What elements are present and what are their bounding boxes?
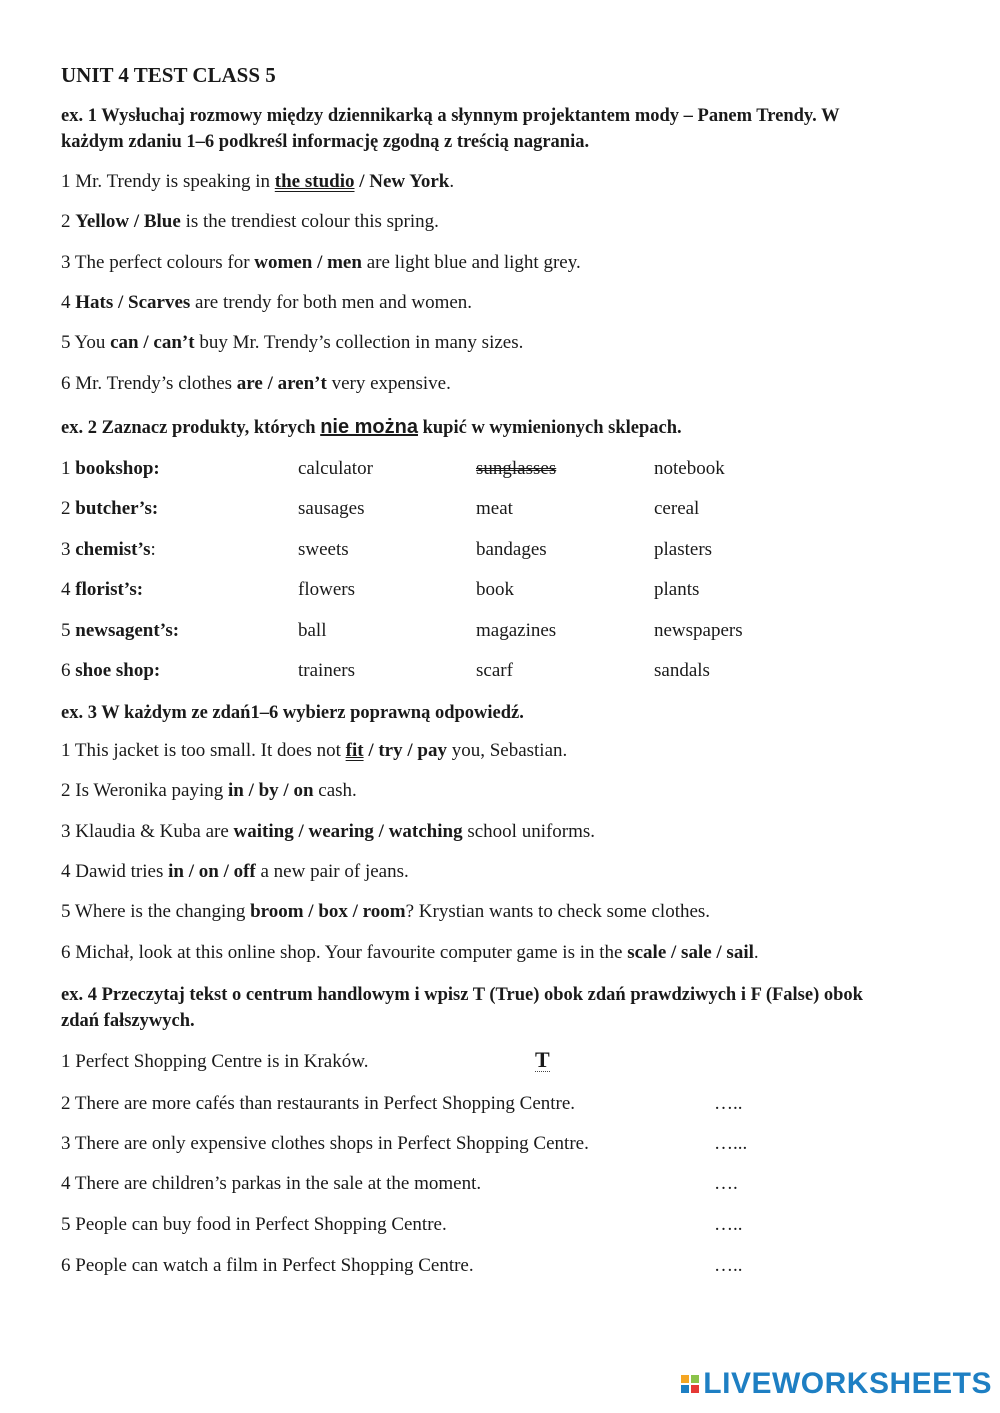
product-option[interactable]: bandages <box>476 539 547 560</box>
answer-field[interactable]: ….. <box>714 1255 743 1276</box>
choice-options[interactable]: / try / pay <box>363 740 447 761</box>
ex4-item-5: 5 People can buy food in Perfect Shopping Centre. <box>61 1214 447 1235</box>
liveworksheets-logo[interactable] <box>681 1367 992 1401</box>
logo-text: LIVEWORKSHEETS <box>703 1367 992 1400</box>
product-option[interactable]: sausages <box>298 498 365 519</box>
ex4-item-3: 3 There are only expensive clothes shops in Perfect Shopping Centre. <box>61 1133 589 1154</box>
choice-option[interactable]: the studio <box>274 171 355 192</box>
choice-option[interactable]: Hats <box>75 292 114 313</box>
product-option[interactable]: plants <box>654 579 700 600</box>
shop-name: chemist’s <box>75 539 151 560</box>
choice-option[interactable]: aren’t <box>277 373 327 394</box>
choice-options[interactable]: waiting / wearing / watching <box>233 821 463 842</box>
product-option[interactable]: newspapers <box>654 620 743 641</box>
choice-options[interactable]: scale / sale / sail <box>627 942 754 963</box>
product-option[interactable]: sandals <box>654 660 710 681</box>
product-option[interactable]: calculator <box>298 458 373 479</box>
choice-option[interactable]: Yellow <box>75 211 130 232</box>
page-title: UNIT 4 TEST CLASS 5 <box>61 63 276 87</box>
choice-option[interactable]: New York <box>369 171 450 192</box>
ex1-item-4: 4 Hats / Scarves are trendy for both men and women. <box>61 292 473 313</box>
ex4-item-1: 1 Perfect Shopping Centre is in Kraków. <box>61 1051 369 1072</box>
choice-options[interactable]: broom / box / room <box>250 901 406 922</box>
ex3-item-2: 2 Is Weronika paying in / by / on cash. <box>61 780 357 801</box>
answer-field[interactable]: ….. <box>714 1214 743 1235</box>
product-option[interactable]: plasters <box>654 539 713 560</box>
product-option[interactable]: ball <box>298 620 327 641</box>
ex3-item-3: 3 Klaudia & Kuba are waiting / wearing / watching school uniforms. <box>61 821 596 842</box>
shop-name: shoe shop: <box>75 660 161 681</box>
product-option[interactable]: book <box>476 579 514 600</box>
choice-options[interactable]: in / by / on <box>227 780 314 801</box>
product-option[interactable]: flowers <box>298 579 355 600</box>
shop-name: florist’s: <box>75 579 144 600</box>
ex1-item-6: 6 Mr. Trendy’s clothes are / aren’t very expensive. <box>61 373 451 394</box>
ex1-item-3: 3 The perfect colours for women / men are light blue and light grey. <box>61 252 581 273</box>
product-option[interactable]: sweets <box>298 539 349 560</box>
choice-option[interactable]: are <box>236 373 263 394</box>
choice-options[interactable]: fit <box>345 740 364 761</box>
shop-name: newsagent’s: <box>75 620 180 641</box>
emphasis-text: nie można <box>320 416 418 438</box>
ex1-item-2: 2 Yellow / Blue is the trendiest colour this spring. <box>61 211 439 232</box>
choice-option[interactable]: women <box>254 252 313 273</box>
choice-option[interactable]: men <box>327 252 362 273</box>
ex3-item-6: 6 Michał, look at this online shop. Your favourite computer game is in the scale / sale / sail. <box>61 942 759 963</box>
product-option[interactable]: scarf <box>476 660 513 681</box>
ex4-item-2: 2 There are more cafés than restaurants in Perfect Shopping Centre. <box>61 1093 576 1114</box>
ex1-instruction: ex. 1 Wysłuchaj rozmowy między dziennikarką a słynnym projektantem mody – Panem Trendy. W każdym zdaniu 1–6 podkreśl informację zgodną z treścią nagrania. <box>61 106 840 152</box>
liveworksheets-logo-icon <box>681 1375 699 1393</box>
choice-option[interactable]: can <box>110 332 139 353</box>
answer-field[interactable]: …. <box>714 1173 738 1194</box>
choice-option[interactable]: Scarves <box>128 292 191 313</box>
ex3-item-4: 4 Dawid tries in / on / off a new pair of jeans. <box>61 861 409 882</box>
choice-option[interactable]: can’t <box>153 332 195 353</box>
product-option-crossed[interactable]: sunglasses <box>476 458 557 479</box>
answer-field[interactable]: T <box>535 1047 550 1072</box>
product-option[interactable]: trainers <box>298 660 355 681</box>
product-option[interactable]: meat <box>476 498 513 519</box>
product-option[interactable]: cereal <box>654 498 700 519</box>
choice-options[interactable]: in / on / off <box>168 861 256 882</box>
ex3-instruction: ex. 3 W każdym ze zdań1–6 wybierz poprawną odpowiedź. <box>61 703 524 723</box>
ex4-instruction: ex. 4 Przeczytaj tekst o centrum handlowym i wpisz T (True) obok zdań prawdziwych i F (False) obok zdań fałszywych. <box>61 985 863 1031</box>
shop-name: bookshop: <box>75 458 160 479</box>
ex3-item-1: 1 This jacket is too small. It does not fit / try / pay you, Sebastian. <box>61 740 568 761</box>
choice-option[interactable]: Blue <box>143 211 181 232</box>
product-option[interactable]: magazines <box>476 620 557 641</box>
ex4-item-6: 6 People can watch a film in Perfect Shopping Centre. <box>61 1255 474 1276</box>
ex3-item-5: 5 Where is the changing broom / box / room? Krystian wants to check some clothes. <box>61 901 711 922</box>
product-option[interactable]: notebook <box>654 458 725 479</box>
answer-field[interactable]: ….. <box>714 1093 743 1114</box>
answer-field[interactable]: …... <box>714 1133 748 1154</box>
ex1-item-1: 1 Mr. Trendy is speaking in the studio / New York. <box>61 171 455 192</box>
ex4-item-4: 4 There are children’s parkas in the sale at the moment. <box>61 1173 482 1194</box>
shop-name: butcher’s: <box>75 498 159 519</box>
ex1-item-5: 5 You can / can’t buy Mr. Trendy’s collection in many sizes. <box>61 332 524 353</box>
ex2-instruction: ex. 2 Zaznacz produkty, których nie można kupić w wymienionych sklepach. <box>61 416 682 438</box>
